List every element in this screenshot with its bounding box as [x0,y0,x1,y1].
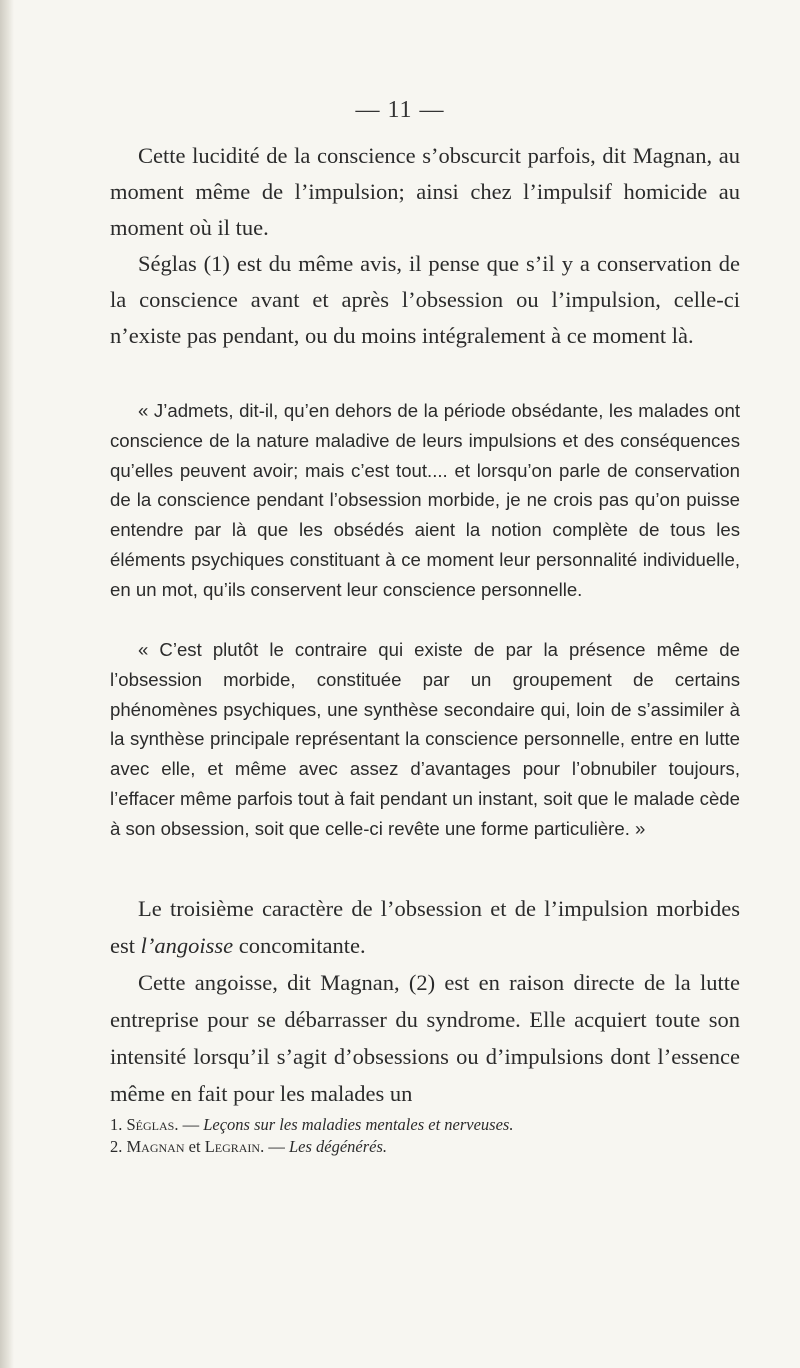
paragraph-seglas [110,246,740,354]
footnote-1-separator: — [178,1115,204,1134]
footnote-2-author-1: Magnan [126,1137,185,1156]
footnote-2-and: et [184,1137,205,1156]
footnote-1 [110,1114,750,1136]
footnotes [110,1114,750,1158]
footnote-2 [110,1136,750,1158]
quotation-2 [110,635,740,844]
paragraph-lucidity [110,138,740,246]
footnote-2-author-2: Legrain. [204,1137,265,1156]
footnote-1-author: Séglas. [126,1115,179,1134]
paragraph-3-text: Le troisième caractère de l’obsession et de l’impulsion morbides est [110,896,740,958]
quote-paragraph-2: « C’est plutôt le contraire qui existe de par la présence même de l’obsession morbide, constituée par un groupement de certains phénomènes psychiques, une synthèse secondaire qui, loin de s’assimiler à la synthèse principale représentant la conscience personnelle, entre en lutte avec elle, et même avec assez d’avantages pour l’obnubiler toujours, l’effacer même parfois tout à fait pendant un instant, soit que le malade cède à son obsession, soit que celle-ci revête une forme particulière. » [110,639,740,839]
page-number: — 11 — [355,97,445,123]
footnote-1-title: Leçons sur les maladies mentales et nerveuses. [203,1115,514,1134]
footnote-2-title: Les dégénérés. [288,1137,388,1156]
footnote-2-separator: — [264,1137,289,1156]
paragraph-2: Séglas (1) est du même avis, il pense que s’il y a conservation de la conscience avant et après l’obsession ou l’impulsion, celle-ci n’existe pas pendant, ou du moins intégralement à ce moment là. [110,251,740,348]
quote-paragraph-1: « J’admets, dit-il, qu’en dehors de la période obsédante, les malades ont conscience de la nature maladive de leurs impulsions et des conséquences qu’elles peuvent avoir; mais c’est tout.... et lorsqu’on parle de conservation de la conscience pendant l’obsession morbide, je ne crois pas qu’on puisse entendre par là que les obsédés aient la notion complète de tous les éléments psychiques constituant à ce moment leur personnalité individuelle, en un mot, qu’ils conservent leur conscience personnelle. [110,400,740,600]
quotation-1 [110,396,740,605]
page-binding-edge [0,0,14,1368]
footnote-1-number: 1. [110,1115,123,1134]
paragraph-magnan [110,964,740,1112]
paragraph-1: Cette lucidité de la conscience s’obscurcit parfois, dit Magnan, au moment même de l’impulsion; ainsi chez l’impulsif homicide au moment où il tue. [110,143,740,240]
footnote-2-number: 2. [110,1137,123,1156]
paragraph-3 [110,890,740,964]
paragraph-3-end: concomitante. [233,933,366,958]
paragraph-3-italic: l’angoisse [140,933,234,958]
paragraph-4: Cette angoisse, dit Magnan, (2) est en raison directe de la lutte entreprise pour se débarrasser du syndrome. Elle acquiert toute son intensité lorsqu’il s’agit d’obsessions ou d’impulsions dont l’essence même en fait pour les malades un [110,970,740,1106]
paragraph-angoisse [110,890,740,964]
